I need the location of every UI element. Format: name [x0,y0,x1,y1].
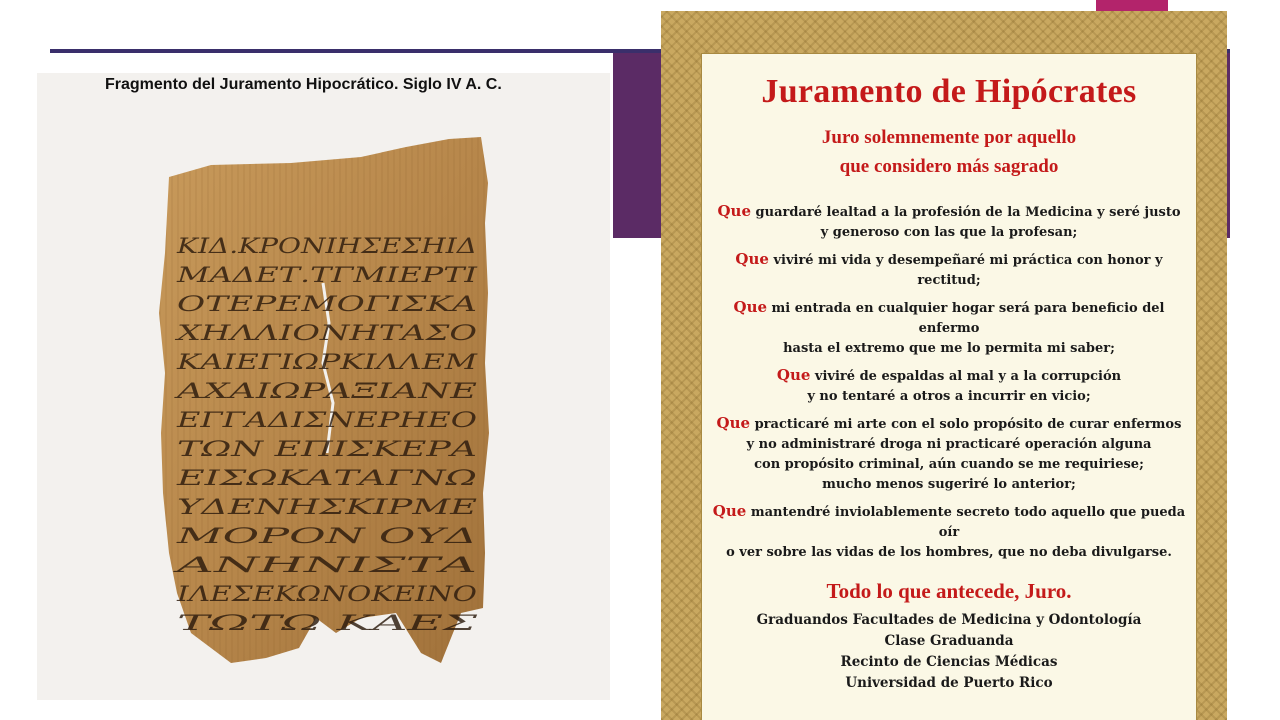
clause-line [702,387,1196,407]
oath-clause [702,501,1196,563]
clause-line [702,455,1196,475]
greek-text-line: ΤΩΤΩ ΚΑΕΣ [177,611,478,635]
clause-line [702,413,1196,435]
oath-clause [702,201,1196,243]
footer-line: Universidad de Puerto Rico [845,675,1053,691]
oath-clause [702,249,1196,291]
clause-text: mucho menos sugeriré lo anterior; [822,477,1076,492]
clause-line [702,201,1196,223]
greek-text-line: ΤΩΝ ΕΠΙΣΚΕΡΑ [177,437,477,461]
clause-text: o ver sobre las vidas de los hombres, que no deba divulgarse. [726,545,1172,560]
clause-line [702,435,1196,455]
clause-lead-word: Que [712,502,747,520]
papyrus-fragment-image [61,73,589,683]
certificate-footer [702,610,1196,694]
clause-text: mantendré inviolablemente secreto todo aquello que pueda oír [746,505,1186,540]
greek-text-line: ΥΔΕΝΗΣΚΙΡΜΕ [177,495,477,519]
clause-line [702,501,1196,543]
clause-lead-word: Que [716,414,751,432]
clause-line [702,543,1196,563]
oath-clauses [702,201,1196,563]
footer-line: Clase Graduanda [884,633,1014,649]
clause-line [702,297,1196,339]
clause-text: guardaré lealtad a la profesión de la Medicina y seré justo [751,205,1181,220]
clause-lead-word: Que [717,202,751,220]
clause-text: hasta el extremo que me lo permita mi saber; [783,341,1115,356]
greek-text-line: ΜΟΡΟΝ ΟΥΔ [174,524,477,548]
clause-text: y generoso con las que la profesan; [820,225,1078,240]
oath-certificate [661,11,1227,720]
clause-line [702,249,1196,291]
certificate-parchment [701,53,1197,720]
clause-text: viviré de espaldas al mal y a la corrupción [810,369,1122,384]
greek-text-line: ΚΙΔ.ΚΡΟΝΙΗΣΕΣΗΙΔ [175,234,478,258]
clause-text: mi entrada en cualquier hogar será para beneficio del enfermo [767,301,1165,336]
clause-text: viviré mi vida y desempeñaré mi práctica con honor y rectitud; [768,253,1163,288]
certificate-subtitle [702,123,1196,181]
greek-text-line: ΕΙΣΩΚΑΤΑΓΝΩ [175,466,477,490]
footer-line: Graduandos Facultades de Medicina y Odontología [756,612,1142,628]
clause-lead-word: Que [735,250,769,268]
greek-text-line: ΙΛΕΣΕΚΩΝΟΚΕΙΝΟ [175,582,477,606]
clause-lead-word: Que [733,298,768,316]
oath-clause [702,297,1196,359]
oath-clause [702,365,1196,407]
greek-text-line: ΧΗΛΛΙΟΝΗΤΑΣΟ [173,321,477,345]
clause-text: y no tentaré a otros a incurrir en vicio; [807,389,1091,404]
greek-text-line: ΚΑΙΕΓΙΩΡΚΙΛΛΕΜ [175,350,478,374]
greek-text-line: ΜΑΔΕΤ.ΤΓΜΙΕΡΤΙ [175,263,479,287]
certificate-title: Juramento de Hipócrates [761,73,1137,110]
clause-text: practicaré mi arte con el solo propósito de curar enfermos [750,417,1182,432]
greek-text-line: ΟΤΕΡΕΜΟΓΙΣΚΑ [177,292,477,316]
clause-lead-word: Que [776,366,811,384]
clause-line [702,223,1196,243]
clause-text: y no administraré droga ni practicaré operación alguna [746,437,1152,452]
clause-line [702,365,1196,387]
footer-line: Recinto de Ciencias Médicas [840,654,1058,670]
subtitle-line: Juro solemnemente por aquello [821,127,1077,148]
clause-line [702,339,1196,359]
greek-text-line: ΑΧΑΙΩΡΑΞΙΑΝΕ [173,379,478,403]
clause-line [702,475,1196,495]
subtitle-line: que considero más sagrado [839,156,1059,177]
clause-text: con propósito criminal, aún cuando se me requiriese; [754,457,1144,472]
greek-text-line: ΑΝΗΝΙΣΤΑ [172,553,477,577]
greek-text-line: ΕΓΓΑΔΙΣΝΕΡΗΕΟ [175,408,477,432]
oath-clause [702,413,1196,495]
papyrus-caption: Fragmento del Juramento Hipocrático. Siglo IV A. C. [105,76,502,93]
certificate-closing: Todo lo que antecede, Juro. [826,579,1072,603]
